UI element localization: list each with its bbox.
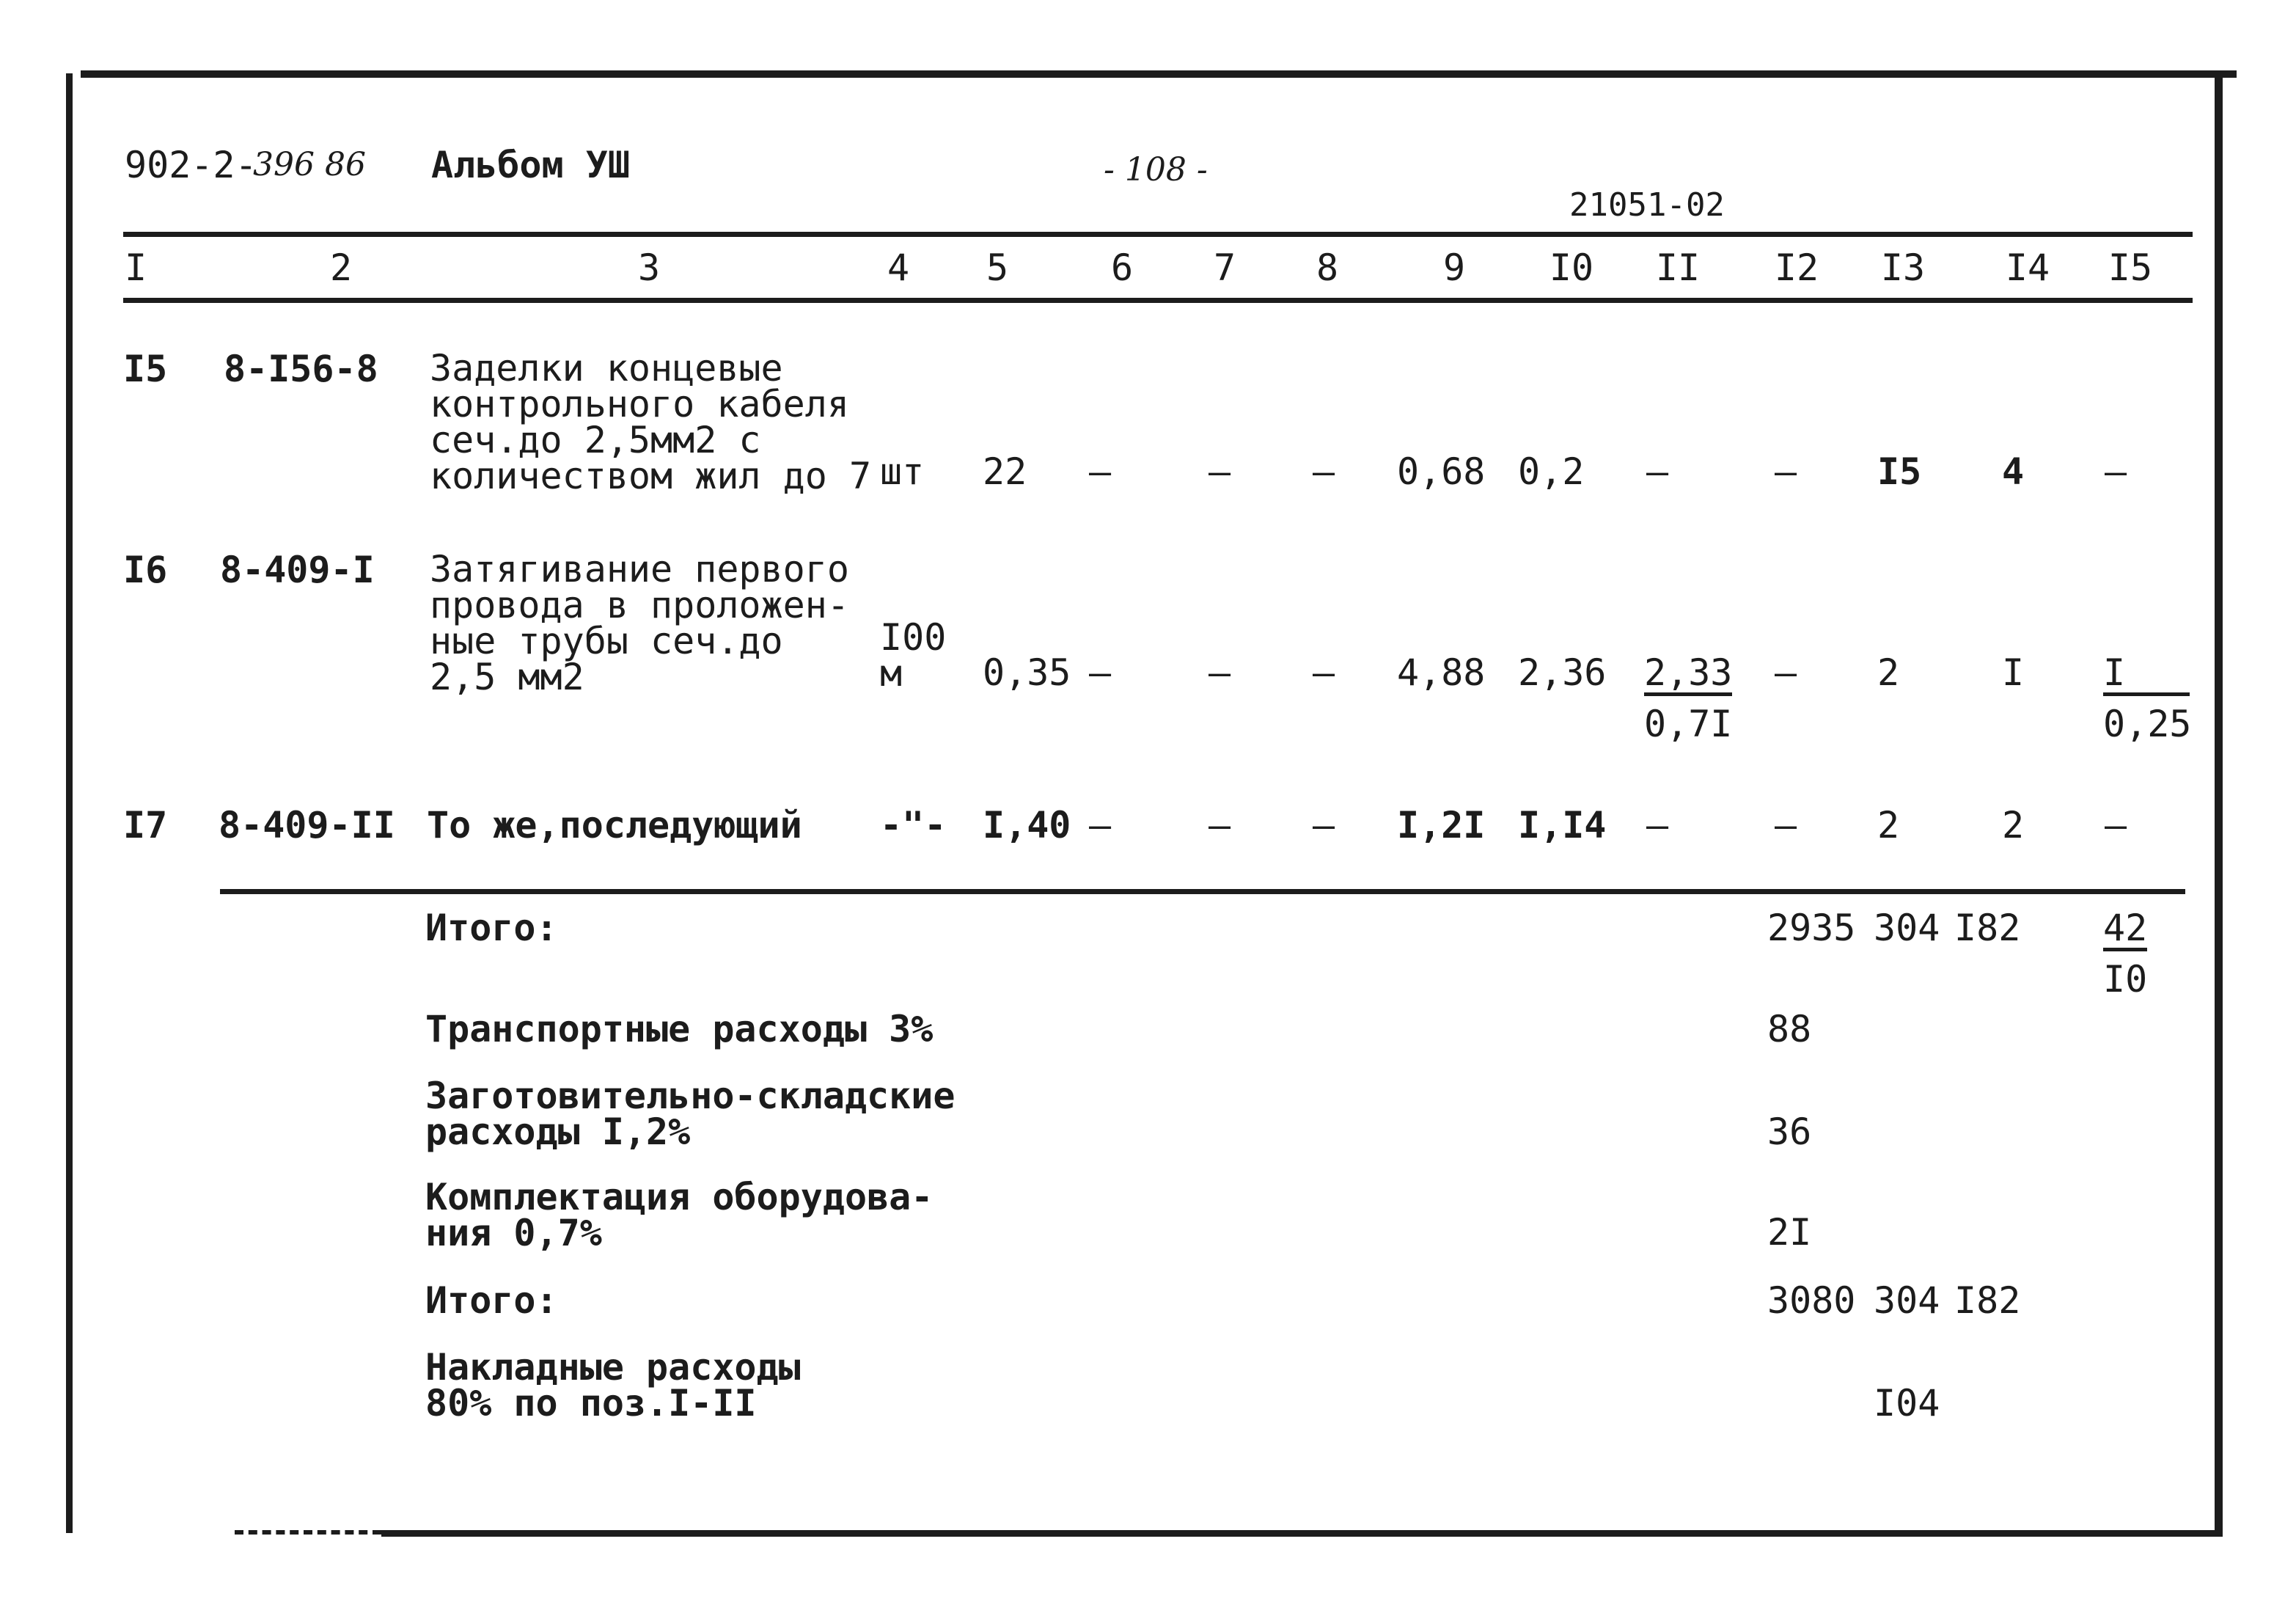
summary-col13: 304 [1874, 1279, 1940, 1322]
cell-col9: 0,68 [1397, 450, 1486, 493]
doc-stamp: 21051-02 [1569, 186, 1725, 224]
row-code: 8-409-II [219, 804, 395, 846]
summary-col14: I82 [1954, 907, 2021, 949]
cell-col10: 2,36 [1518, 651, 1607, 694]
cell-col13: 2 [1877, 804, 1900, 846]
cell-col12: – [1775, 450, 1797, 493]
cell-col15: – [2105, 804, 2127, 846]
cell-col14: 2 [2002, 804, 2025, 846]
row-number: I6 [123, 549, 168, 591]
cell-col15-numerator: I [2103, 654, 2190, 696]
cell-col10: I,I4 [1518, 804, 1607, 846]
row-unit: -"- [880, 804, 947, 846]
col-header: 9 [1442, 246, 1466, 289]
frame-top-border [81, 70, 2237, 78]
summary-col13: 304 [1874, 907, 1940, 949]
row-code: 8-I56-8 [224, 348, 378, 390]
row-number: I7 [123, 804, 168, 846]
frame-bottom-border [381, 1530, 2222, 1537]
row-number: I5 [123, 348, 168, 390]
cell-col14: I [2002, 651, 2025, 694]
frame-bottom-dashed [235, 1530, 381, 1535]
col-header: 7 [1213, 246, 1236, 289]
row-name: Затягивание первого провода в проложен- ные трубы сеч.до 2,5 мм2 [430, 548, 849, 698]
album-title: Альбом УШ [431, 144, 630, 186]
col-header: 5 [986, 246, 1009, 289]
row-name: Заделки концевые контрольного кабеля сеч.до 2,5мм2 с количеством жил до 7 [430, 347, 872, 497]
col-header: 6 [1110, 246, 1134, 289]
col-header: I4 [2005, 246, 2050, 289]
summary-col12: 36 [1767, 1111, 1812, 1153]
summary-col12: 3080 [1767, 1279, 1856, 1322]
cell-col12: – [1775, 651, 1797, 694]
summary-col14: I82 [1954, 1279, 2021, 1322]
summary-label: Транспортные расходы 3% [425, 1008, 934, 1050]
col-header: I [124, 246, 147, 289]
cell-col6: – [1089, 450, 1112, 493]
col-header: I2 [1774, 246, 1819, 289]
cell-col13: 2 [1877, 651, 1900, 694]
cell-col8: – [1313, 651, 1335, 694]
cell-col7: – [1208, 804, 1231, 846]
col-header: 4 [887, 246, 910, 289]
header-rule-bottom [123, 298, 2193, 303]
cell-col13: I5 [1877, 450, 1922, 493]
cell-col15-denominator: 0,25 [2103, 703, 2192, 745]
cell-col11: – [1646, 450, 1669, 493]
cell-col7: – [1208, 651, 1231, 694]
col-header: I5 [2108, 246, 2153, 289]
cell-col11: – [1646, 804, 1669, 846]
cell-col6: – [1089, 651, 1112, 694]
row-qty: 0,35 [983, 651, 1071, 694]
cell-col12: – [1775, 804, 1797, 846]
summary-rule [220, 889, 2185, 894]
row-unit: шт [880, 450, 925, 493]
page-number: - 108 - [1104, 151, 1208, 189]
summary-label: Итого: [425, 1279, 558, 1322]
doc-code: 902-2- [125, 144, 257, 186]
summary-label: Итого: [425, 907, 558, 949]
summary-col15-numerator: 42 [2103, 910, 2147, 951]
cell-col6: – [1089, 804, 1112, 846]
summary-label: Комплектация оборудова- ния 0,7% [425, 1176, 934, 1254]
header-rule-top [123, 232, 2193, 237]
summary-col12: 2I [1767, 1211, 1812, 1254]
summary-label: Заготовительно-складские расходы I,2% [425, 1075, 956, 1153]
cell-col11-numerator: 2,33 [1644, 654, 1732, 696]
summary-col13: I04 [1874, 1382, 1940, 1424]
cell-col8: – [1313, 804, 1335, 846]
row-qty: 22 [983, 450, 1027, 493]
col-header: I3 [1880, 246, 1926, 289]
cell-col11-denominator: 0,7I [1644, 703, 1733, 745]
row-code: 8-409-I [220, 549, 375, 591]
cell-col8: – [1313, 450, 1335, 493]
col-header: II [1655, 246, 1701, 289]
cell-col10: 0,2 [1518, 450, 1585, 493]
col-header: 3 [637, 246, 661, 289]
col-header: I0 [1549, 246, 1594, 289]
col-header: 2 [329, 246, 353, 289]
row-unit: I00 м [880, 616, 947, 695]
col-header: 8 [1316, 246, 1339, 289]
summary-col12: 88 [1767, 1008, 1812, 1050]
cell-col14: 4 [2002, 450, 2025, 493]
summary-col12: 2935 [1767, 907, 1856, 949]
row-qty: I,40 [983, 804, 1071, 846]
cell-col9: I,2I [1397, 804, 1486, 846]
summary-label: Накладные расходы 80% по поз.I-II [425, 1346, 801, 1424]
doc-code-handwritten: 396 86 [253, 146, 366, 183]
frame-left-border [66, 73, 73, 1533]
summary-col15-denominator: I0 [2103, 958, 2148, 1001]
frame-right-border [2215, 73, 2223, 1537]
row-name: То же,последующий [427, 804, 802, 846]
cell-col15: – [2105, 450, 2127, 493]
cell-col7: – [1208, 450, 1231, 493]
cell-col9: 4,88 [1397, 651, 1486, 694]
